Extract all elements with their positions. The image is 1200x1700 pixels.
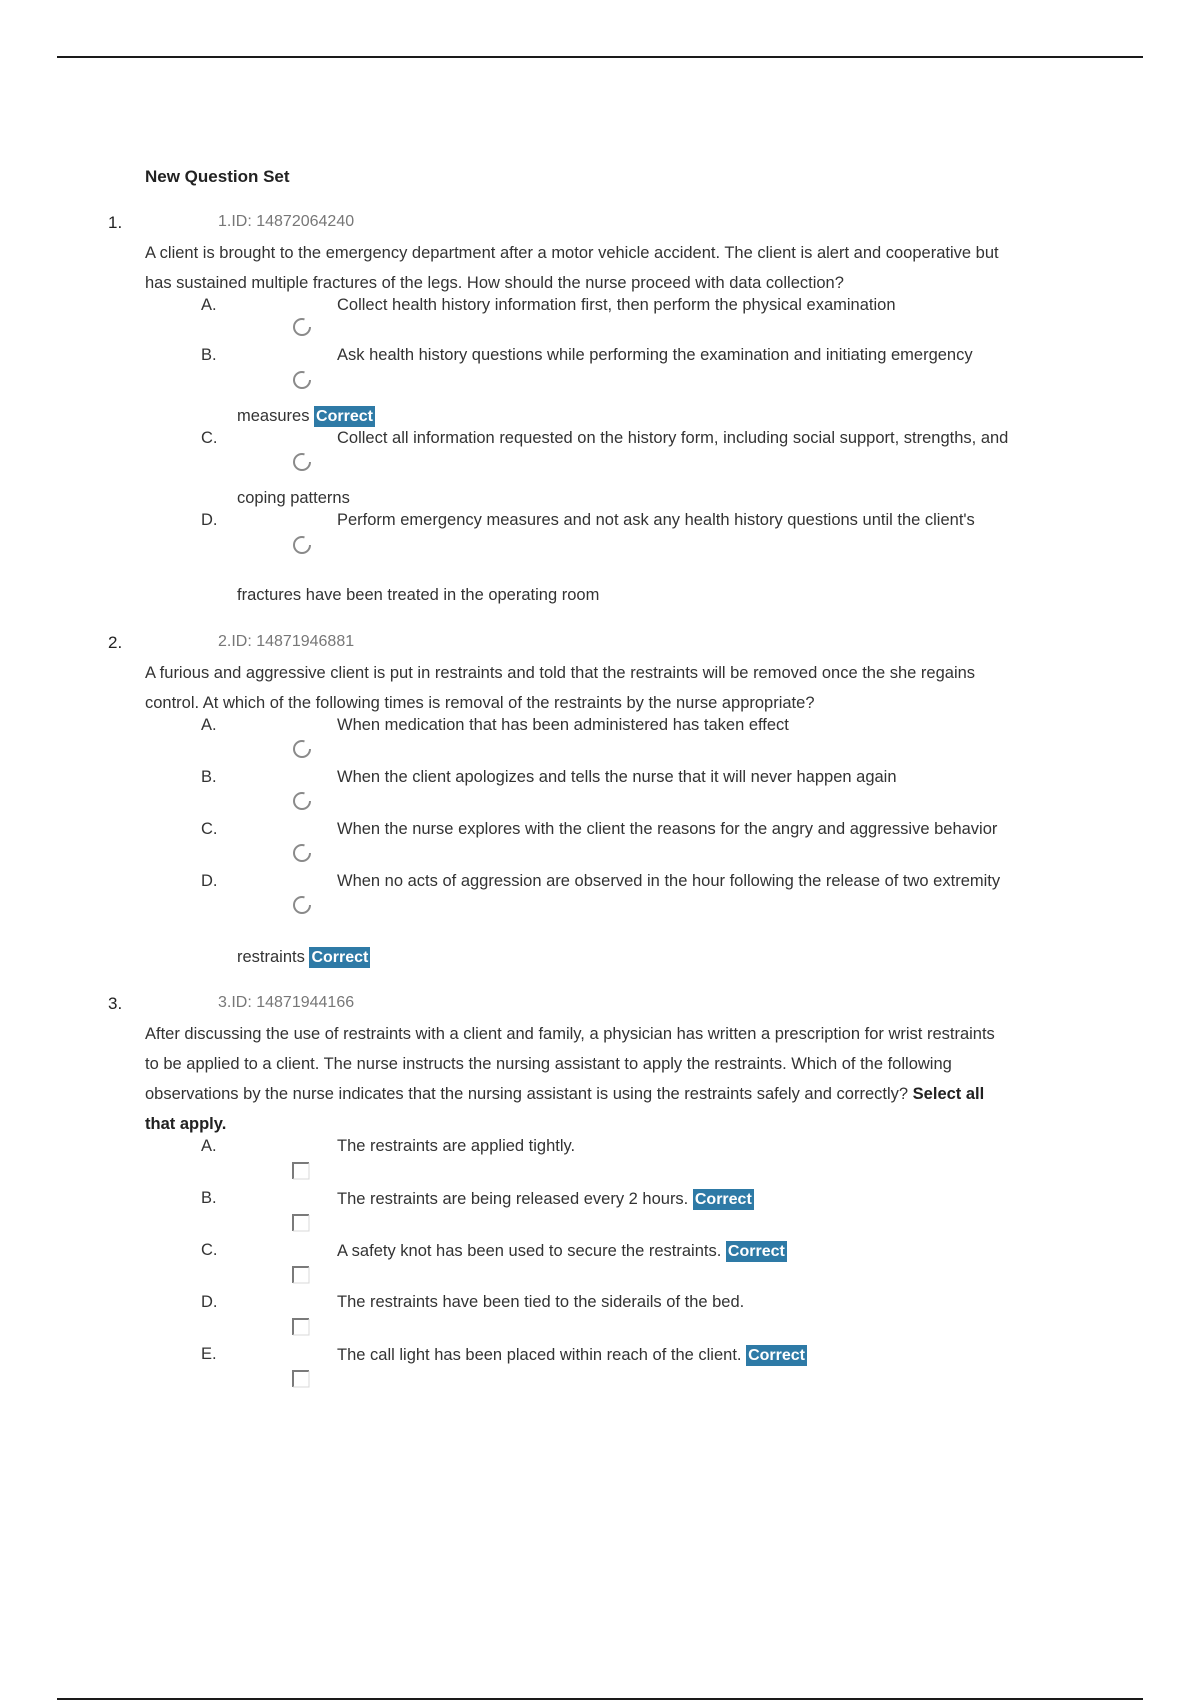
radio-button-icon[interactable] xyxy=(292,452,312,472)
select-all-instruction: Select all xyxy=(912,1085,985,1103)
option-letter: D. xyxy=(201,872,218,890)
correct-badge: Correct xyxy=(748,1347,805,1364)
option-letter: A. xyxy=(201,296,217,314)
top-rule xyxy=(57,56,1143,58)
option-letter: D. xyxy=(201,1293,218,1311)
option-text xyxy=(337,1189,754,1210)
checkbox-icon[interactable] xyxy=(291,1213,311,1233)
option-text-label: The call light has been placed within reach of the client. xyxy=(337,1346,742,1364)
question-text-line: A client is brought to the emergency department after a motor vehicle accident. The client is alert and cooperative but xyxy=(145,244,999,262)
question-text-line: A furious and aggressive client is put in restraints and told that the restraints will be removed once the she regains xyxy=(145,664,976,682)
option-text xyxy=(337,1241,787,1262)
correct-badge: Correct xyxy=(311,949,369,966)
checkbox-icon[interactable] xyxy=(291,1317,311,1337)
option-letter: C. xyxy=(201,820,218,838)
option-letter: E. xyxy=(201,1345,217,1363)
radio-button-icon[interactable] xyxy=(292,791,312,811)
question-text xyxy=(145,1019,1095,1139)
question-text-line: has sustained multiple fractures of the legs. How should the nurse proceed with data collection? xyxy=(145,274,844,292)
option-text: The restraints are applied tightly. xyxy=(337,1137,576,1155)
option-text: Perform emergency measures and not ask any health history questions until the client's xyxy=(337,511,975,529)
question-number: 1. xyxy=(108,213,123,232)
question-id: 2.ID: 14871946881 xyxy=(218,633,355,650)
checkbox-icon[interactable] xyxy=(291,1369,311,1389)
option-letter: C. xyxy=(201,1241,218,1259)
radio-button-icon[interactable] xyxy=(292,739,312,759)
radio-button-icon[interactable] xyxy=(292,895,312,915)
option-letter: B. xyxy=(201,768,217,786)
option-text: Collect all information requested on the history form, including social support, strengths, and xyxy=(337,429,1009,447)
select-all-instruction-end: that apply. xyxy=(145,1115,227,1133)
option-letter: B. xyxy=(201,1189,217,1207)
question-text-line xyxy=(145,1109,1095,1139)
option-text xyxy=(337,1345,807,1366)
option-text: When the client apologizes and tells the nurse that it will never happen again xyxy=(337,768,897,786)
question-id: 3.ID: 14871944166 xyxy=(218,994,355,1011)
option-letter: A. xyxy=(201,1137,217,1155)
question-set-title: New Question Set xyxy=(145,167,290,186)
option-text: Collect health history information first, then perform the physical examination xyxy=(337,296,896,314)
option-letter: D. xyxy=(201,511,218,529)
option-text-label: A safety knot has been used to secure the restraints. xyxy=(337,1242,722,1260)
question-text xyxy=(145,658,1095,718)
option-text-continuation-label: restraints xyxy=(237,948,305,966)
option-letter: C. xyxy=(201,429,218,447)
option-text-label: The restraints are being released every 2 hours. xyxy=(337,1190,689,1208)
question-number: 2. xyxy=(108,633,123,652)
option-text-continuation: coping patterns xyxy=(237,489,350,507)
question-text-line: control. At which of the following times is removal of the restraints by the nurse appropriate? xyxy=(145,694,815,712)
question-text-line: to be applied to a client. The nurse instructs the nursing assistant to apply the restraints. Which of the following xyxy=(145,1055,952,1073)
checkbox-icon[interactable] xyxy=(291,1161,311,1181)
option-text-continuation xyxy=(237,406,375,427)
option-text-continuation: fractures have been treated in the operating room xyxy=(237,586,600,604)
option-text: When medication that has been administered has taken effect xyxy=(337,716,789,734)
checkbox-icon[interactable] xyxy=(291,1265,311,1285)
option-text: Ask health history questions while performing the examination and initiating emergency xyxy=(337,346,973,364)
question-text xyxy=(145,238,1095,298)
option-text-continuation xyxy=(237,947,370,968)
correct-badge: Correct xyxy=(694,1191,752,1208)
option-text-continuation-label: measures xyxy=(237,407,310,425)
option-letter: A. xyxy=(201,716,217,734)
question-text-line: After discussing the use of restraints with a client and family, a physician has written a prescription for wrist restraints xyxy=(145,1025,995,1043)
correct-badge: Correct xyxy=(727,1243,785,1260)
option-text: The restraints have been tied to the siderails of the bed. xyxy=(337,1293,745,1311)
question-id: 1.ID: 14872064240 xyxy=(218,213,355,230)
radio-button-icon[interactable] xyxy=(292,370,312,390)
option-text: When the nurse explores with the client the reasons for the angry and aggressive behavior xyxy=(337,820,998,838)
option-text: When no acts of aggression are observed in the hour following the release of two extremity xyxy=(337,872,1001,890)
option-letter: B. xyxy=(201,346,217,364)
radio-button-icon[interactable] xyxy=(292,843,312,863)
question-number: 3. xyxy=(108,994,123,1013)
radio-button-icon[interactable] xyxy=(292,535,312,555)
radio-button-icon[interactable] xyxy=(292,317,312,337)
correct-badge: Correct xyxy=(316,408,373,425)
question-text-line: observations by the nurse indicates that the nursing assistant is using the restraints safely and correctly? Select all xyxy=(145,1085,985,1103)
